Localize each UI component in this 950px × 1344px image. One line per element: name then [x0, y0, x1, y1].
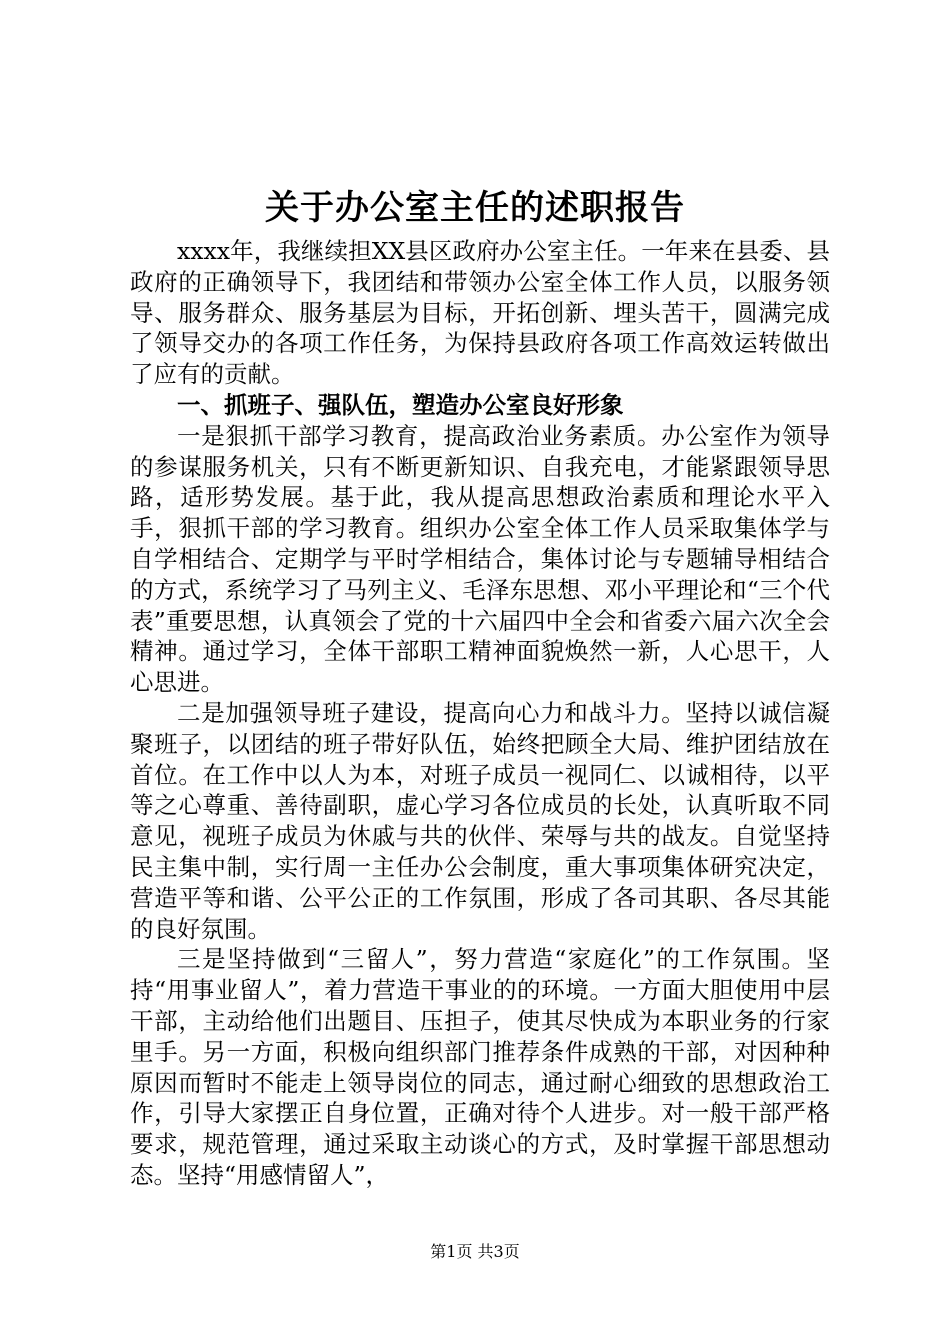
document-body [130, 236, 830, 1191]
body-paragraph-1: 一是狠抓干部学习教育，提高政治业务素质。办公室作为领导的参谋服务机关，只有不断更新知识、自我充电，才能紧跟领导思路，适形势发展。基于此，我从提高思想政治素质和理论水平入手，狠抓干部的学习教育。组织办公室全体工作人员采取集体学与自学相结合、定期学与平时学相结合，集体讨论与专题辅导相结合的方式，系统学习了马列主义、毛泽东思想、邓小平理论和“三个代表”重要思想，认真领会了党的十六届四中全会和省委六届六次全会精神。通过学习，全体干部职工精神面貌焕然一新，人心思干，人心思进。 [130, 421, 830, 697]
document-title: 关于办公室主任的述职报告 [265, 188, 685, 228]
body-paragraph-2: 二是加强领导班子建设，提高向心力和战斗力。坚持以诚信凝聚班子，以团结的班子带好队伍，始终把顾全大局、维护团结放在首位。在工作中以人为本，对班子成员一视同仁、以诚相待，以平等之心尊重、善待副职，虚心学习各位成员的长处，认真听取不同意见，视班子成员为休戚与共的伙伴、荣辱与共的战友。自觉坚持民主集中制，实行周一主任办公会制度，重大事项集体研究决定，营造平等和谐、公平公正的工作氛围，形成了各司其职、各尽其能的良好氛围。 [130, 698, 830, 943]
intro-paragraph: xxxx年，我继续担XX县区政府办公室主任。一年来在县委、县政府的正确领导下，我团结和带领办公室全体工作人员，以服务领导、服务群众、服务基层为目标，开拓创新、埋头苦干，圆满完成了领导交办的各项工作任务，为保持县政府各项工作高效运转做出了应有的贡献。 [130, 237, 830, 389]
section-heading-1: 一、抓班子、强队伍，塑造办公室良好形象 [177, 390, 624, 419]
page-footer: 第1页 共3页 [430, 1242, 520, 1261]
body-paragraph-3: 三是坚持做到“三留人”，努力营造“家庭化”的工作氛围。坚持“用事业留人”，着力营造干事业的的环境。一方面大胆使用中层干部，主动给他们出题目、压担子，使其尽快成为本职业务的行家里手。另一方面，积极向组织部门推荐条件成熟的干部，对因种种原因而暂时不能走上领导岗位的同志，通过耐心细致的思想政治工作，引导大家摆正自身位置，正确对待个人进步。对一般干部严格要求，规范管理，通过采取主动谈心的方式，及时掌握干部思想动态。坚持“用感情留人”， [130, 945, 830, 1189]
